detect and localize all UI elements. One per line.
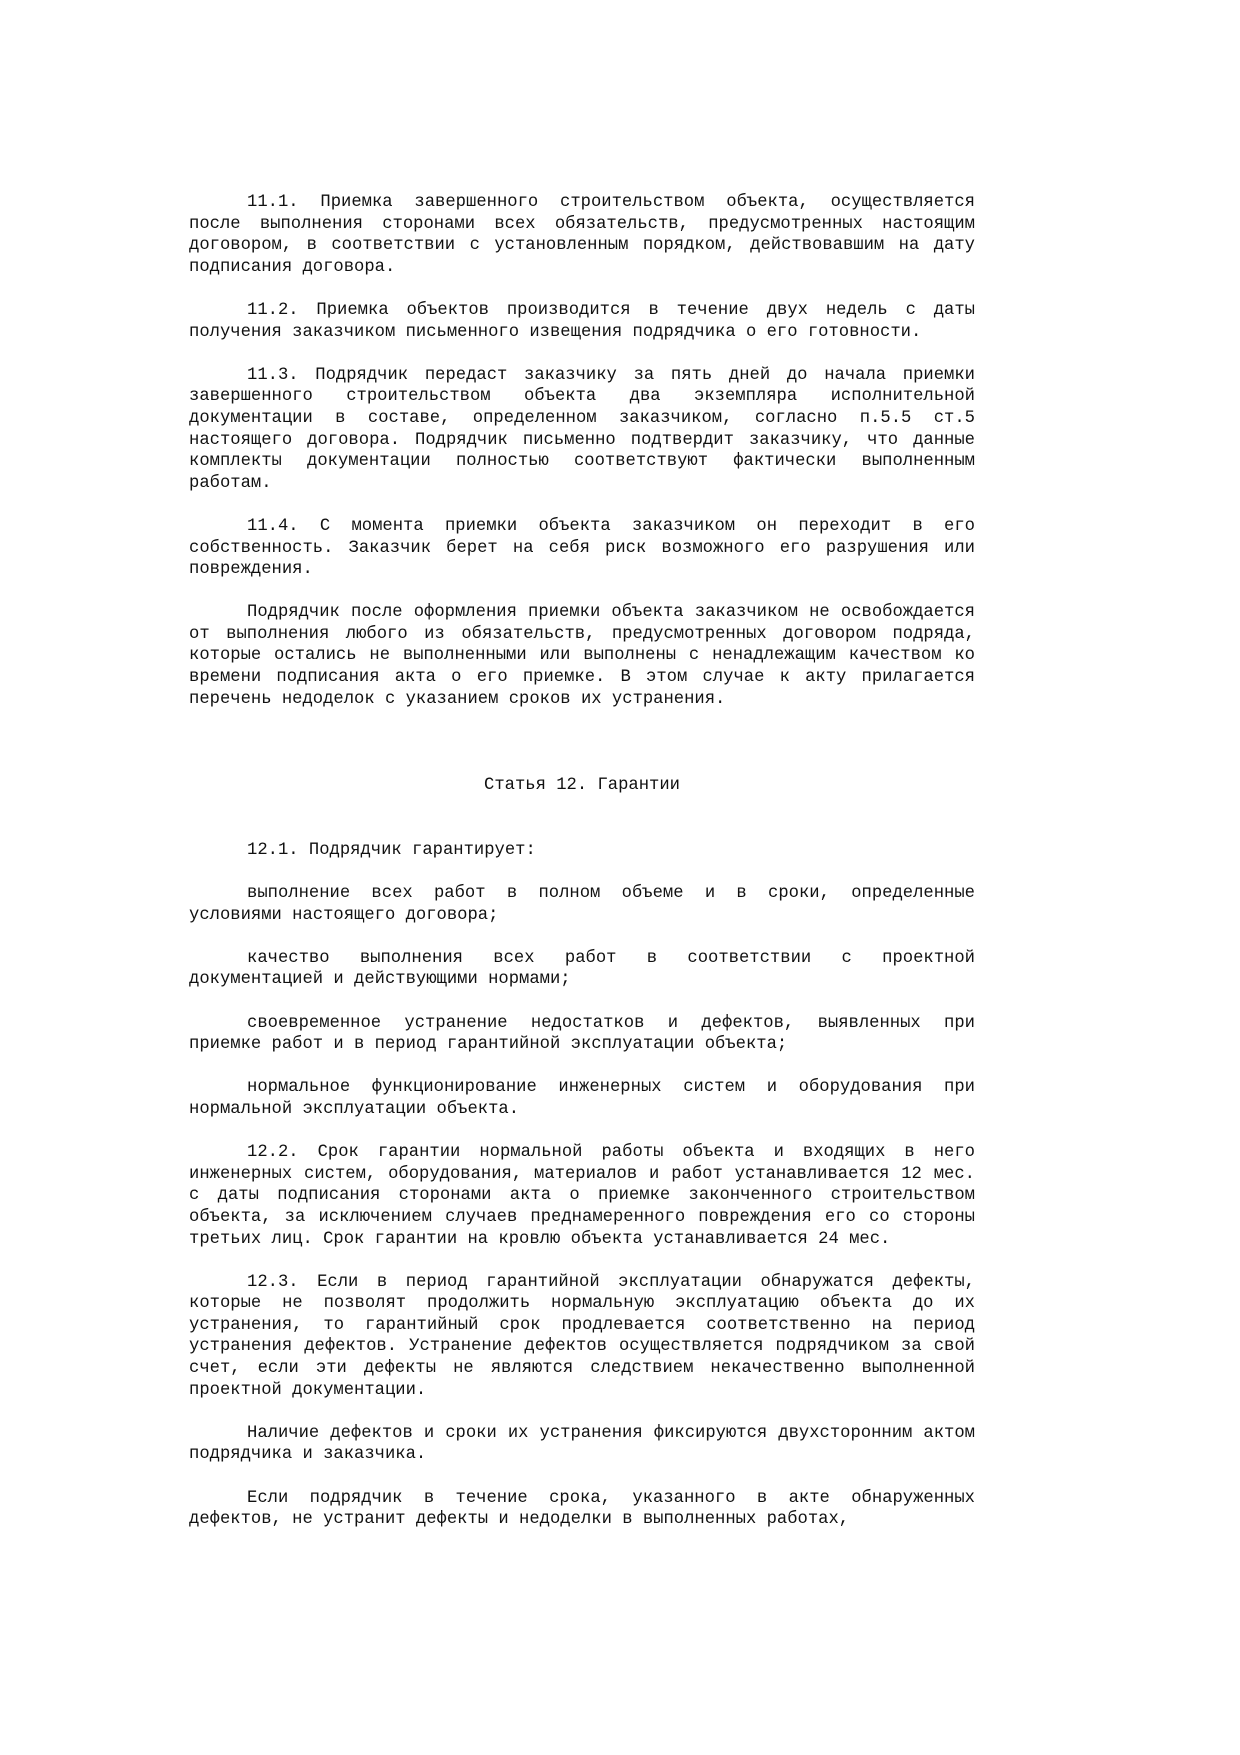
- clause-11-2: 11.2. Приемка объектов производится в течение двух недель с даты получения заказчиком письменного извещения подрядчика о его готовности.: [189, 300, 975, 342]
- clause-11-3: 11.3. Подрядчик передаст заказчику за пять дней до начала приемки завершенного строительством объекта два экземпляра исполнительной документации в составе, определенном заказчиком, согласно п.5.5 ст.5 настоящего договора. Подрядчик письменно подтвердит заказчику, что данные комплекты документации полностью соответствуют фактически выполненным работам.: [189, 365, 975, 493]
- guarantee-item-1: выполнение всех работ в полном объеме и в сроки, определенные условиями настоящего договора;: [189, 884, 975, 925]
- clause-12-3: 12.3. Если в период гарантийной эксплуатации обнаружатся дефекты, которые не позволят продолжить нормальную эксплуатацию объекта до их устранения, то гарантийный срок продлевается соответственно на период устранения дефектов. Устранение дефектов осуществляется подрядчиком за свой счет, если эти дефекты не являются следствием некачественно выполненной проектной документации.: [189, 1272, 975, 1400]
- clause-12-3-continuation: Если подрядчик в течение срока, указанного в акте обнаруженных дефектов, не устранит дефекты и недоделки в выполненных работах,: [189, 1488, 975, 1530]
- spacer: [189, 732, 975, 754]
- clause-12-3-defects-record: Наличие дефектов и сроки их устранения фиксируются двухсторонним актом подрядчика и заказчика.: [189, 1423, 975, 1465]
- clause-11-4-continuation: Подрядчик после оформления приемки объекта заказчиком не освобождается от выполнения любого из обязательств, предусмотренных договором подряда, которые остались не выполненными или выполнены с ненадлежащим качеством ко времени подписания акта о его приемке. В этом случае к акту прилагается перечень недоделок с указанием сроков их устранения.: [189, 603, 975, 709]
- clause-12-1: 12.1. Подрядчик гарантирует:: [247, 840, 536, 860]
- guarantee-item-2: качество выполнения всех работ в соответствии с проектной документацией и действующими нормами;: [189, 948, 975, 990]
- clause-11-4: 11.4. С момента приемки объекта заказчиком он переходит в его собственность. Заказчик берет на себя риск возможного его разрушения или повреждения.: [189, 516, 975, 580]
- clause-12-2: 12.2. Срок гарантии нормальной работы объекта и входящих в него инженерных систем, оборудования, материалов и работ устанавливается 12 мес. с даты подписания сторонами акта о приемке законченного строительством объекта, за исключением случаев преднамеренного повреждения его со стороны третьих лиц. Срок гарантии на кровлю объекта устанавливается 24 мес.: [189, 1143, 975, 1249]
- guarantee-item-3: своевременное устранение недостатков и дефектов, выявленных при приемке работ и в период гарантийной эксплуатации объекта;: [189, 1013, 975, 1055]
- article-12-heading: Статья 12. Гарантии: [484, 776, 680, 796]
- clause-11-1: 11.1. Приемка завершенного строительством объекта, осуществляется после выполнения сторонами всех обязательств, предусмотренных настоящим договором, в соответствии с установленным порядком, действовавшим на дату подписания договора.: [189, 193, 975, 277]
- document-body: [189, 192, 975, 1531]
- guarantee-item-4: нормальное функционирование инженерных систем и оборудования при нормальной эксплуатации объекта.: [189, 1078, 975, 1119]
